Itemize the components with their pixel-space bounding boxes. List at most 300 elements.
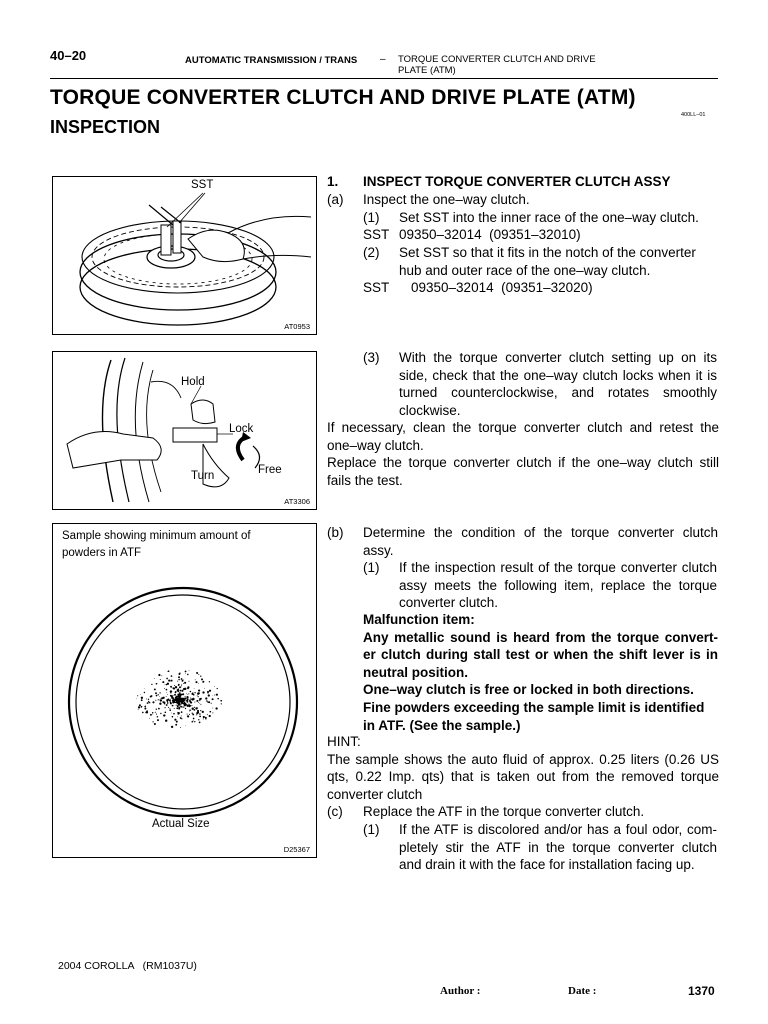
powder-speck [183, 688, 185, 690]
item-b-line-2: assy. [363, 542, 394, 558]
powder-speck [170, 702, 172, 704]
item-a2-line-2: hub and outer race of the one–way clutch. [399, 262, 651, 278]
powder-speck [200, 704, 201, 705]
item-a1-text: Set SST into the inner race of the one–way clutch. [399, 210, 699, 225]
powder-speck [194, 701, 195, 702]
item-b1-line-2: assy meets the following item, replace the torque [399, 577, 717, 593]
item-a-text: Inspect the one–way clutch. [363, 192, 530, 207]
powder-speck [216, 694, 218, 696]
powder-speck [169, 709, 171, 711]
powder-speck [184, 706, 185, 707]
powder-speck [192, 713, 194, 715]
powder-speck [177, 702, 179, 704]
powder-speck [179, 690, 181, 692]
powder-speck [137, 695, 138, 696]
powder-speck [162, 701, 164, 703]
powder-speck [186, 696, 188, 698]
item-c1-line-3: and drain it with the face for installation facing up. [399, 857, 695, 873]
powder-speck [159, 692, 160, 693]
sst-label: SST [191, 179, 214, 191]
item-a3-text [399, 349, 717, 419]
powder-speck [169, 700, 170, 701]
powder-speck [194, 721, 195, 722]
powder-speck [138, 709, 139, 710]
powder-speck [188, 705, 189, 706]
powder-speck [181, 704, 182, 705]
item-c-text: Replace the ATF in the torque converter clutch. [363, 804, 645, 819]
item-b-line-1: Determine the condition of the torque converter clutch [363, 525, 718, 540]
subsection-line-2: PLATE (ATM) [398, 65, 456, 76]
powder-speck [187, 686, 189, 688]
powder-speck [175, 724, 177, 726]
powder-speck [172, 705, 174, 707]
powder-speck [185, 673, 186, 674]
powder-speck [211, 703, 212, 704]
powder-speck [149, 702, 150, 703]
powder-speck [185, 696, 186, 697]
header-rule [50, 78, 718, 79]
note-1-line-2: one–way clutch. [327, 437, 424, 453]
powder-speck [174, 685, 175, 686]
powder-speck [188, 681, 189, 682]
page-number: 40–20 [50, 48, 87, 63]
powder-speck [180, 706, 181, 707]
powder-speck [174, 708, 175, 709]
powder-speck [214, 686, 215, 687]
powder-speck [166, 678, 168, 680]
item-a3-label: (3) [363, 350, 380, 365]
powder-speck [174, 694, 176, 696]
item-a3-line-3: turned counterclockwise, and rotates smoothly [399, 385, 717, 401]
powder-speck [184, 702, 185, 703]
note-clean-retest [327, 419, 719, 489]
powder-speck [180, 717, 182, 719]
powder-speck [169, 708, 170, 709]
powder-speck [220, 700, 222, 702]
powder-speck [189, 670, 190, 671]
powder-speck [138, 706, 140, 708]
powder-speck [154, 723, 156, 725]
powder-speck [154, 689, 155, 690]
powder-speck [145, 706, 146, 707]
item-a2-label: (2) [363, 245, 380, 260]
powder-speck [200, 676, 201, 677]
sst-2-label: SST [363, 280, 390, 295]
powder-speck [161, 675, 162, 676]
powder-speck [141, 699, 143, 701]
powder-speck [165, 684, 166, 685]
powder-speck [187, 674, 189, 676]
powder-speck [168, 707, 169, 708]
sample-dish-illustration [53, 524, 316, 857]
powder-speck [149, 718, 150, 719]
powder-speck [136, 698, 137, 699]
figure-code: AT3306 [284, 497, 310, 506]
powder-speck [205, 697, 207, 699]
powder-speck [171, 713, 172, 714]
powder-speck [152, 712, 153, 713]
powder-speck [181, 678, 183, 680]
powder-speck [166, 684, 167, 685]
powder-speck [162, 681, 164, 683]
powder-speck [195, 681, 197, 683]
powder-speck [179, 695, 180, 696]
powder-speck [178, 694, 180, 696]
powder-speck [168, 670, 170, 672]
powder-speck [161, 697, 163, 699]
powder-speck [179, 686, 181, 688]
hint-line-3: converter clutch [327, 786, 423, 802]
powder-speck [164, 711, 166, 713]
powder-speck [184, 682, 186, 684]
powder-speck [166, 692, 167, 693]
powder-speck [178, 697, 180, 699]
powder-speck [208, 701, 210, 703]
powder-speck [183, 679, 184, 680]
page-title: TORQUE CONVERTER CLUTCH AND DRIVE PLATE (ATM) [50, 86, 636, 109]
powder-speck [175, 700, 176, 701]
powder-speck [173, 699, 174, 700]
powder-speck [199, 703, 200, 704]
powder-speck [191, 705, 192, 706]
powder-speck [165, 720, 167, 722]
powder-speck [184, 704, 185, 705]
powder-speck [181, 690, 183, 692]
powder-speck [198, 696, 199, 697]
powder-speck [209, 690, 211, 692]
powder-speck [164, 688, 165, 689]
powder-speck [189, 706, 191, 708]
powder-speck [152, 701, 154, 703]
hint-line-1: The sample shows the auto fluid of approx. 0.25 liters (0.26 US [327, 751, 719, 767]
powder-speck [174, 719, 176, 721]
powder-speck [184, 698, 186, 700]
powder-speck [205, 718, 207, 720]
powder-speck [177, 681, 178, 682]
powder-speck [202, 691, 204, 693]
malfunction-line-3: neutral position. [363, 664, 469, 680]
powder-speck [192, 708, 194, 710]
powder-speck [177, 706, 179, 708]
powder-speck [212, 698, 214, 700]
powder-speck [207, 691, 209, 693]
section-title: AUTOMATIC TRANSMISSION / TRANS [185, 55, 358, 66]
powder-speck [173, 713, 175, 715]
powder-speck [197, 711, 199, 713]
figure-code: D25367 [283, 845, 310, 854]
powder-speck [217, 688, 218, 689]
powder-speck [189, 709, 191, 711]
powder-speck [160, 713, 161, 714]
powder-speck [196, 700, 198, 702]
powder-speck [144, 688, 145, 689]
powder-speck [177, 716, 178, 717]
hint-block [327, 733, 719, 803]
powder-speck [172, 687, 174, 689]
powder-speck [207, 714, 208, 715]
powder-speck [212, 695, 213, 696]
powder-speck [180, 727, 181, 728]
powder-speck [189, 700, 190, 701]
step-1-number: 1. [327, 174, 339, 189]
powder-speck [171, 696, 173, 698]
powder-speck [198, 683, 199, 684]
powder-speck [182, 700, 184, 702]
hint-line-2: qts, 0.22 Imp. qts) that is taken out from the removed torque [327, 769, 719, 785]
powder-speck [217, 698, 219, 700]
powder-speck [146, 711, 147, 712]
doc-code: 400LL–01 [681, 112, 706, 118]
powder-speck [181, 686, 182, 687]
actual-size-label: Actual Size [152, 818, 210, 830]
item-a1-label: (1) [363, 210, 380, 225]
powder-speck [156, 709, 157, 710]
malfunction-line-6: in ATF. (See the sample.) [363, 717, 521, 733]
page-subtitle: INSPECTION [50, 117, 161, 137]
powder-speck [171, 680, 173, 682]
powder-speck [181, 684, 182, 685]
powder-speck [183, 683, 184, 684]
powder-speck [170, 699, 171, 700]
malfunction-list [363, 611, 718, 734]
powder-speck [167, 671, 168, 672]
powder-speck [190, 698, 191, 699]
malfunction-heading: Malfunction item: [363, 612, 475, 627]
powder-speck [170, 692, 171, 693]
powder-speck [150, 714, 152, 716]
powder-speck [173, 700, 174, 701]
powder-speck [176, 707, 178, 709]
powder-speck [159, 703, 161, 705]
powder-speck [176, 705, 177, 706]
note-2-line-2: fails the test. [327, 472, 403, 488]
powder-speck [185, 671, 186, 672]
powder-speck [194, 692, 195, 693]
powder-speck [157, 716, 159, 718]
powder-speck [212, 708, 213, 709]
powder-speck [179, 692, 181, 694]
powder-speck [139, 705, 140, 706]
header-dash: – [380, 54, 386, 65]
hint-label: HINT: [327, 734, 361, 749]
powder-speck [175, 686, 177, 688]
item-c1-line-1: If the ATF is discolored and/or has a foul odor, com- [399, 822, 717, 837]
powder-speck [148, 699, 149, 700]
powder-speck [198, 702, 199, 703]
footer-page-number: 1370 [688, 984, 715, 998]
powder-speck [202, 711, 204, 713]
sample-caption-line-1: Sample showing minimum amount of [62, 530, 251, 542]
item-a-label: (a) [327, 192, 344, 207]
powder-speck [178, 695, 179, 696]
powder-speck [151, 684, 152, 685]
powder-speck [168, 680, 170, 682]
powder-speck [194, 688, 195, 689]
item-a3-line-1: With the torque converter clutch setting up on its [399, 350, 717, 365]
powder-speck [199, 713, 201, 715]
powder-speck [198, 690, 200, 692]
sample-caption-line-2: powders in ATF [62, 547, 142, 559]
powder-speck [178, 679, 180, 681]
powder-speck [170, 686, 172, 688]
powder-speck [191, 721, 193, 723]
powder-speck [197, 707, 198, 708]
powder-speck [163, 714, 165, 716]
powder-speck [178, 684, 180, 686]
malfunction-line-5: Fine powders exceeding the sample limit is identified [363, 699, 705, 715]
powder-speck [155, 700, 156, 701]
powder-speck [180, 705, 181, 706]
powder-speck [171, 675, 173, 677]
powder-speck [193, 698, 195, 700]
powder-speck [191, 699, 192, 700]
powder-speck [171, 726, 173, 728]
figure-powder-sample [52, 523, 317, 858]
powder-speck [160, 698, 161, 699]
powder-speck [187, 700, 189, 702]
powder-speck [141, 706, 143, 708]
powder-speck [177, 689, 179, 691]
powder-speck [196, 672, 198, 674]
powder-speck [215, 707, 217, 709]
malfunction-line-2: er clutch during stall test or when the shift lever is in [363, 647, 718, 663]
powder-speck [166, 696, 167, 697]
powder-speck [190, 702, 192, 704]
item-b-text [363, 524, 718, 559]
torque-converter-illustration [53, 177, 316, 334]
powder-speck [179, 707, 180, 708]
powder-speck [192, 712, 193, 713]
sst-2-value: 09350–32014 (09351–32020) [411, 280, 593, 295]
powder-speck [170, 690, 172, 692]
powder-speck [172, 716, 174, 718]
item-a2-line-1: Set SST so that it fits in the notch of the converter [399, 245, 696, 260]
powder-speck [160, 699, 162, 701]
powder-speck [178, 673, 180, 675]
powder-speck [167, 694, 168, 695]
powder-speck [144, 708, 146, 710]
powder-speck [194, 707, 195, 708]
figure-code: AT0953 [284, 322, 310, 331]
powder-speck [198, 674, 199, 675]
powder-speck [160, 679, 161, 680]
item-b1-line-1: If the inspection result of the torque converter clutch [399, 560, 717, 575]
powder-speck [187, 715, 189, 717]
item-a3-line-2: side, check that the one–way clutch locks when it is [399, 367, 717, 383]
powder-speck [167, 701, 168, 702]
subsection-title [398, 54, 648, 76]
powder-speck [187, 714, 188, 715]
powder-speck [152, 714, 153, 715]
powder-speck [155, 692, 157, 694]
powder-speck [177, 712, 178, 713]
item-c-label: (c) [327, 804, 343, 819]
powder-speck [214, 694, 215, 695]
powder-speck [188, 693, 189, 694]
item-c1-text [399, 821, 717, 874]
powder-speck [193, 718, 195, 720]
item-a2-text [399, 244, 696, 279]
sst-1-label: SST [363, 227, 390, 242]
powder-speck [173, 698, 174, 699]
figure-sst-install [52, 176, 317, 335]
powder-speck [171, 687, 172, 688]
powder-speck [209, 681, 210, 682]
powder-speck [182, 707, 183, 708]
powder-speck [203, 716, 205, 718]
footer-date-label: Date : [568, 985, 597, 997]
free-label: Free [258, 464, 282, 476]
powder-speck [198, 719, 199, 720]
powder-speck [185, 708, 186, 709]
powder-speck [181, 711, 183, 713]
powder-speck [193, 694, 195, 696]
subsection-line-1: TORQUE CONVERTER CLUTCH AND DRIVE [398, 54, 596, 65]
powder-speck [158, 694, 159, 695]
powder-speck [195, 679, 196, 680]
powder-speck [209, 711, 211, 713]
powder-speck [200, 698, 202, 700]
powder-speck [199, 700, 200, 701]
powder-speck [170, 702, 171, 703]
malfunction-line-1: Any metallic sound is heard from the torque convert- [363, 629, 718, 645]
powder-speck [181, 718, 182, 719]
powder-speck [156, 714, 157, 715]
powder-speck [166, 689, 168, 691]
powder-speck [140, 694, 141, 695]
powder-speck [193, 697, 194, 698]
powder-speck [166, 704, 168, 706]
powder-speck [197, 695, 198, 696]
powder-speck [202, 681, 204, 683]
powder-speck [158, 708, 160, 710]
powder-speck [142, 712, 144, 714]
powder-speck [147, 702, 149, 704]
item-c1-label: (1) [363, 822, 380, 837]
note-2-line-1: Replace the torque converter clutch if the one–way clutch still [327, 455, 719, 471]
powder-speck [158, 674, 160, 676]
powder-speck [199, 722, 201, 724]
powder-speck [221, 703, 222, 704]
hold-label: Hold [181, 376, 205, 388]
powder-speck [190, 691, 192, 693]
footer-author-label: Author : [440, 985, 481, 997]
powder-speck [159, 696, 160, 697]
powder-speck [196, 714, 197, 715]
powder-speck [203, 718, 204, 719]
powder-speck [164, 703, 165, 704]
powder-speck [145, 711, 147, 713]
powder-speck [187, 698, 189, 700]
item-b-label: (b) [327, 525, 344, 540]
item-c1-line-2: pletely stir the ATF in the torque converter clutch [399, 839, 717, 855]
item-b1-label: (1) [363, 560, 380, 575]
powder-speck [186, 693, 187, 694]
figure-one-way-check [52, 351, 317, 510]
powder-speck [146, 698, 147, 699]
powder-speck [175, 692, 176, 693]
powder-speck [204, 688, 205, 689]
powder-speck [154, 678, 155, 679]
note-1-line-1: If necessary, clean the torque converter clutch and retest the [327, 420, 719, 435]
powder-speck [141, 697, 143, 699]
powder-speck [181, 716, 182, 717]
powder-speck [200, 710, 201, 711]
powder-speck [189, 703, 190, 704]
lock-label: Lock [229, 423, 254, 435]
powder-speck [209, 715, 211, 717]
item-b1-line-3: converter clutch. [399, 595, 499, 611]
